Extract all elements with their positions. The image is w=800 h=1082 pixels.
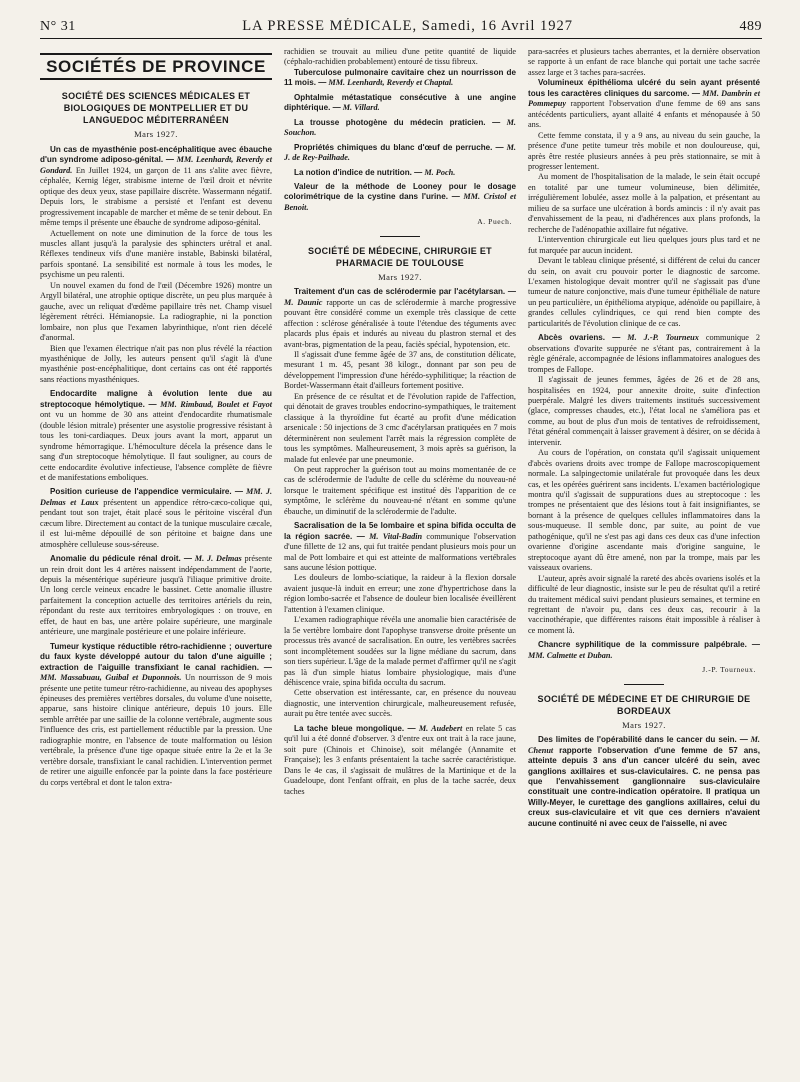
article-authors: MM. Massabuau, Guibal et Duponnois. (40, 673, 182, 683)
column-2 (284, 47, 516, 833)
article-title: La trousse photogène du médecin praticien. — (294, 117, 501, 127)
article-text: rapporte l'observation d'une femme de 57 ans, atteinte depuis 3 ans d'un cancer ulcéré du sein, avec ganglions axillaires et sus-claviculaires. C. ne pensa pas que l'envahissement ganglionnaire sus-claviculaire constituait une contre-indication opératoire. Il pratiqua un Willy-Meyer, le curettage des ganglions axillaires, celui du creux sus-claviculaire et vit que ces derniers n'avaient aucune continuité ni avec ceux de l'aisselle, ni avec (528, 745, 760, 828)
article-authors: M. J. Delmas (194, 554, 242, 564)
article-text: En Juillet 1924, un garçon de 11 ans s'alite avec fièvre, céphalée, Kernig léger, strabisme interne de l'œil droit et névrite optique des deux yeux, stase papillaire discrète. Wassermann négatif. Depuis lors, le strabisme a persisté et l'enfant est devenu progressivement incapable de marcher et même de se tenir debout. En même temps il présente une ébauche de syndrome adiposo-génital. (40, 165, 273, 228)
journal-title: LA PRESSE MÉDICALE, Samedi, 16 Avril 1927 (242, 18, 573, 34)
session-date: Mars 1927. (622, 719, 666, 730)
article-authors: M. Villard. (342, 103, 380, 113)
article-title: Tuberculose pulmonaire cavitaire chez un nourrisson de 11 mois. — (284, 67, 516, 88)
article-authors: MM. Leenhardt, Reverdy et Gondard. (40, 155, 273, 175)
column-1 (40, 47, 272, 833)
article-paragraph: Les douleurs de lombo-sciatique, la raideur à la flexion dorsale avaient jusque-là induit en erreur; une zone d'hypertrichose dans la région lombo-sacrée et l'absence de douleur bien localisée éveillèrent l'attention à l'examen clinique. (284, 573, 516, 614)
short-communication (284, 143, 516, 164)
article-epithelioma (528, 78, 760, 329)
issue-number: N° 31 (40, 19, 76, 34)
short-communication (284, 168, 516, 178)
journal-page (40, 18, 762, 1073)
article-title: Sacralisation de la 5e lombaire et spina bifida occulta de la région sacrée. — (284, 521, 516, 541)
article-text: communique 2 observations d'ovarite suppurée ne s'étant pas, contrairement à la règle générale, accompagnée de lésions inflammatoires analogues des trompes de Fallope. (528, 333, 761, 374)
article-title: Abcès ovariens. — (538, 333, 621, 343)
three-column-body (40, 47, 762, 833)
article-sclerodermie (284, 287, 516, 517)
section-divider (624, 684, 664, 685)
article-text: présente un rein droit dont les 4 artères naissent indépendamment de l'aorte, depuis la mésentérique supérieure jusqu'à l'iliaque primitive droite. Un long cercle veineux encadre le bassinet. Cette anomalie illustre parfaitement la conception actuelle des territoires artériels du rein, répondant du reste aux territoires embryologiques : on trouve, en effet, de haut en bas, une artère polaire supérieure, une marginale antérieure, une marginale postérieure et une polaire inférieure. (40, 554, 273, 637)
article-paragraph: En présence de ce résultat et de l'évolution rapide de l'affection, qui dénotait de graves troubles endocrino-sympathiques, le traitement classique à la thyroïdine fut écarté au profit d'une médication arsenicale : 50 injections de 3 cmc d'acétylarsan pratiquées en 7 mois déterminèrent non seulement l'arrêt mais la régression complète de tous les symptômes. Malheureusement, 3 mois après sa guérison, la malade fut enlevée par une pneumonie. (284, 391, 516, 464)
article-title: Anomalie du pédicule rénal droit. — (50, 554, 192, 564)
page-number: 489 (739, 19, 762, 34)
article-title: Tumeur kystique réductible rétro-rachidienne ; ouverture du faux kyste développé autour du talon d'une aiguille ; extraction de l'aiguille transfixiant le canal rachidien. — (40, 641, 272, 672)
article-title: Ophtalmie métastatique consécutive à une angine diphtérique. — (284, 92, 516, 113)
session-date: Mars 1927. (378, 271, 422, 282)
article-title: Volumineux épithélioma ulcéré du sein ayant présenté tous les caractères cliniques du sarcome. — (528, 78, 760, 98)
article-text: ont vu un homme de 30 ans atteint d'endocardite rhumatismale (double lésion mitrale) présenter une asystolie progressive résistant à tous les toni-cardiaques. Deux jours avant la mort, apparut un syndrome hémorragique. L'hémoculture décela la présence dans le sang d'un streptocoque hémolytique. Il faut souligner, au cours de cette endocardite évolutive infectieuse, l'absence complète de fièvre et de manifestations emboliques. (40, 410, 272, 482)
section-divider (380, 236, 420, 237)
article-paragraph: Un nouvel examen du fond de l'œil (Décembre 1926) montre un Argyll bilatéral, une atrophie optique discrète, un peu plus marquée à gauche, avec un reliquat d'œdème papillaire très net. Champ visuel légèrement rétréci. Hémianopsie. La radiographie, ni la ponction lombaire, non plus que l'examen labyrinthique, n'ont rien décelé d'anormal. (40, 280, 272, 343)
article-authors: M. J.-P. Tourneux (627, 333, 699, 343)
article-authors: M. Chenut (528, 735, 760, 755)
article-chancre (528, 640, 760, 661)
section-title: SOCIÉTÉS DE PROVINCE (40, 53, 272, 80)
article-myasthenie (40, 145, 272, 385)
article-paragraph: Au moment de l'hospitalisation de la malade, le sein était occupé en totalité par une tumeur volumineuse, bien délimitée, irrégulièrement lobulée, assez molle à la palpation, et présentant au milieu de sa surface une ulcération à bords amincis : il n'y avait pas d'envahissement de la peau, ni d'adhérences aux plans profonds, la recherche de l'adénopathie axillaire fut négative. (528, 172, 760, 234)
article-paragraph: Il s'agissait d'une femme âgée de 37 ans, de constitution délicate, mesurant 1 m. 45, pesant 38 kilogr., donnant par son peu de développement l'impression d'une hérédo-syphilitique; la réaction de Bordet-Wassermann était d'ailleurs fortement positive. (284, 349, 516, 391)
short-communication (284, 118, 516, 139)
article-appendice (40, 487, 272, 550)
article-text: en relate 5 cas qu'il lui a été donné d'observer. 3 d'entre eux ont trait à la race jaune, soit pure (Chinois et Chinoise), soit mélangée (Annamite et Française); les 3 enfants présentaient la tache sacrée caractéristique. Dans le 4e cas, il s'agissait de mulâtres de la Martinique et de la Guadeloupe, dont l'enfant offrait, en plus de la tache sacrée, deux taches (284, 723, 517, 796)
article-authors: MM. J. Delmas et Laux (40, 487, 273, 507)
article-title: Propriétés chimiques du blanc d'œuf de perruche. — (294, 142, 504, 152)
article-paragraph: L'examen radiographique révéla une anomalie bien caractérisée de la 5e vertèbre lombaire dont l'apophyse transverse droite présente un processus très avancé de sacralisation. En outre, les vertèbres sacrées sont incomplètement soudées sur la ligne médiane du sacrum, dans son tiers supérieur. L'âge de la malade permet d'affirmer qu'il ne s'agit pas là d'un simple hiatus lombaire physiologique, mais d'une déhiscence vraie, spina bifida occulta du sacrum. (284, 615, 516, 688)
article-title: Valeur de la méthode de Looney pour le dosage colorimétrique de la cystine dans l'urine. — (284, 181, 516, 202)
article-cancer-sein (528, 735, 760, 829)
article-paragraph: Actuellement on note une diminution de la force de tous les muscles allant jusqu'à la paralysie des sphincters urétral et anal. Réflexes tendineux vifs d'une manière instable, Babinski bilatéral, parfois spontané. La sensibilité est normale à tous les modes, le psychisme un peu ralenti. (40, 228, 272, 280)
report-signature: A. Puech. (477, 217, 512, 227)
session-date: Mars 1927. (134, 129, 178, 140)
article-paragraph: Bien que l'examen électrique n'ait pas non plus révélé la réaction myasthénique de Jolly, les auteurs pensent qu'il s'agit là d'une myasthénie post-encéphalitique, dont certains cas ont été rapportés sans réactions myasthéniques. (40, 343, 272, 384)
article-text: communique l'observation d'une fillette de 12 ans, qui fut traitée pendant plusieurs mois pour un mal de Pott lombaire et qui est atteinte de malformations vertébrales sans aucune lésion pottique. (284, 531, 517, 573)
society-heading-bordeaux: SOCIÉTÉ DE MÉDECINE ET DE CHIRURGIE DE BORDEAUX (537, 693, 751, 716)
article-authors: MM. Leenhardt, Reverdy et Chaptal. (328, 78, 454, 88)
article-title: Des limites de l'opérabilité dans le cancer du sein. — (538, 735, 748, 745)
article-paragraph: Il s'agissait de jeunes femmes, âgées de 26 et de 28 ans, hospitalisées en 1924, pour annexite droite, suite d'infection puerpérale. Malgré les divers traitements institués successivement (glace, compresses chaudes, etc.), l'état local ne s'améliora pas et comme, au bout de plus d'un mois de tentatives de refroidissement, l'état général commençait à laisser gravement à désirer, on se décida à intervenir. (528, 375, 760, 447)
society-heading-montpellier: SOCIÉTÉ DES SCIENCES MÉDICALES ET BIOLOGIQUES DE MONTPELLIER ET DU LANGUEDOC MÉDITERRANÉEN (61, 91, 251, 126)
short-communication (284, 182, 516, 213)
article-authors: M. Souchon. (284, 117, 516, 138)
article-paragraph: Devant le tableau clinique présenté, si différent de celui du cancer du sein, on avait cru pouvoir porter le diagnostic de sarcome. L'examen histologique devait montrer qu'il ne s'agissait pas d'une tumeur de nature conjonctive, mais d'une tumeur épithéliale de nature un peu particulière, un épithélioma atypique, adénoïde ou papillaire, à grandes cellules cylindriques, ce qui rend bien compte des particularités de l'évolution clinique de ce cas. (528, 256, 760, 328)
column-3 (528, 47, 760, 833)
continuation-text: para-sacrées et plusieurs taches aberrantes, et la dernière observation se rapporte à un enfant de race blanche qui portait une tache sacrée assez large et 3 taches para-sacrées. (528, 47, 760, 77)
article-authors: MM. Cristol et Benoit. (284, 192, 516, 212)
article-authors: M. Vital-Badin (369, 531, 423, 541)
article-tumeur-kystique (40, 642, 272, 788)
continuation-text: rachidien se trouvait au milieu d'une petite quantité de liquide (céphalo-rachidien probablement) entouré de tissu fibreux. (284, 47, 516, 67)
article-authors: MM. Dambrin et Pommepuy (528, 88, 761, 109)
article-authors: M. J. de Rey-Pailhade. (284, 142, 516, 163)
article-paragraph: Au cours de l'opération, on constata qu'il s'agissait uniquement d'abcès ovariens droits avec trompe de Fallope macroscopiquement normale. La salpingectomie unilatérale fut provoquée dans les deux cas, et les opérées guérirent sans incidents. L'examen bactériologique montra qu'il s'agissait de suppurations dues au streptocoque : les trompes ne présentaient que des lésions tout à fait insignifiantes, se bornant à la présence de quelques cellules inflammatoires dans la sous-muqueuse. Il semble donc, par suite, au point de vue pathogénique, qu'il ne s'est pas agi dans ces deux cas d'une infection ovarienne d'origine ascendante mais d'origine sanguine, le streptocoque ayant dû être amené, non par la trompe, mais par les vaisseaux ovariens. (528, 448, 760, 573)
article-authors: MM. Rimbaud, Boulet et Fayot (160, 399, 273, 409)
short-communication (284, 68, 516, 89)
article-authors: M. Daunic (284, 297, 323, 307)
article-authors: M. Audebert (418, 723, 463, 733)
article-paragraph: L'auteur, après avoir signalé la rareté des abcès ovariens isolés et la difficulté de leur diagnostic, insiste sur le peu de résultat qu'il a retiré du traitement médical suivi pendant plusieurs semaines, et termine en regrettant de n'avoir pu, dans ces deux cas, recourir à la vaccinothérapie, que différentes raisons était impossible à réaliser à ce moment là. (528, 573, 760, 635)
article-text: Un nourrisson de 9 mois présente une petite tumeur rétro-rachidienne, au niveau des apophyses épineuses des premières vertèbres dorsales, du volume d'une noisette, apparue, sans histoire clinique antérieure, depuis 10 jours. Elle semble arrêtée par une saillie de la colonne vertébrale, augmente sous l'influence des cris, est partiellement réductible par la pression. Une radiographie montre, en l'absence de toute malformation ou lésion vertébrale, la présence d'une tige opaque située entre la 2e et la 3e vertèbre dorsale, transfixiant le canal rachidien. L'intervention permet de retirer une aiguille enfoncée par la pointe dans la face postérieure du corps vertébral et dont le talon extra- (40, 673, 272, 787)
article-text: rapportent l'observation d'une femme de 69 ans sans antécédents particuliers, ayant allaité 4 enfants et ménopausée à 50 ans. (528, 99, 760, 130)
article-paragraph: L'intervention chirurgicale eut lieu quelques jours plus tard et ne fut marquée par aucun incident. (528, 235, 760, 255)
article-authors: MM. Calmette et Duban. (528, 650, 613, 660)
article-authors: M. Poch. (424, 167, 456, 177)
report-signature: J.-P. Tourneux. (702, 665, 756, 675)
article-title: La tache bleue mongolique. — (294, 723, 416, 733)
society-heading-toulouse: SOCIÉTÉ DE MÉDECINE, CHIRURGIE ET PHARMACIE DE TOULOUSE (308, 245, 492, 268)
article-abces-ovariens (528, 333, 760, 636)
running-head (40, 18, 762, 39)
article-pedicule-renal (40, 554, 272, 638)
article-endocardite (40, 389, 272, 483)
article-paragraph: On peut rapprocher la guérison tout au moins momentanée de ce cas de sclérodermie de l'adulte de celle du sclérème du nouveau-né lorsque le traitement spécifique est institué dès l'apparition de ce symptôme, le sclérème du nouveau-né n'étant en somme qu'une ébauche, un diminutif de la sclérodermie de l'adulte. (284, 464, 516, 516)
short-communication (284, 93, 516, 114)
article-text: rapporte un cas de sclérodermie à marche progressive pouvant être considéré comme un exemple très classique de cette affection : sclérose généralisée à toute l'étendue des téguments avec placards plus épais et indurés au niveau du plastron sternal et des avant-bras, pigmentation de la peau, faciès spécial, hypotension, etc. (284, 297, 516, 349)
article-tache-bleue (284, 724, 516, 797)
article-sacralisation (284, 521, 516, 720)
article-title: Position curieuse de l'appendice vermiculaire. — (50, 487, 243, 497)
article-title: Traitement d'un cas de sclérodermie par l'acétylarsan. — (294, 287, 516, 297)
article-title: Un cas de myasthénie post-encéphalitique avec ébauche d'un syndrome adiposo-génital. — (40, 144, 272, 165)
article-title: Endocardite maligne à évolution lente due au streptocoque hémolytique. — (40, 389, 272, 409)
article-title: La notion d'indice de nutrition. — (294, 167, 423, 177)
article-title: Chancre syphilitique de la commissure palpébrale. — (538, 640, 760, 650)
article-paragraph: Cette femme constata, il y a 9 ans, au niveau du sein gauche, la présence d'une petite tumeur très mobile et non douloureuse, qui, après être restée plusieurs années à peu près stationnaire, se mit à progresser lentement. (528, 130, 760, 171)
article-text: présentent un appendice rétro-cæco-colique qui, pendant tout son trajet, était placé sous le péritoine viscéral d'un cæcum libre. Directement au contact de la tunique musculaire cæcale, il est lui-même dépouillé de son péritoine et baigne dans une atmosphère celluleuse sous-séreuse. (40, 497, 273, 549)
article-paragraph: Cette observation est intéressante, car, en présence du nouveau diagnostic, une intervention chirurgicale, malheureusement refusée, aurait pu être tentée avec succès. (284, 688, 516, 719)
